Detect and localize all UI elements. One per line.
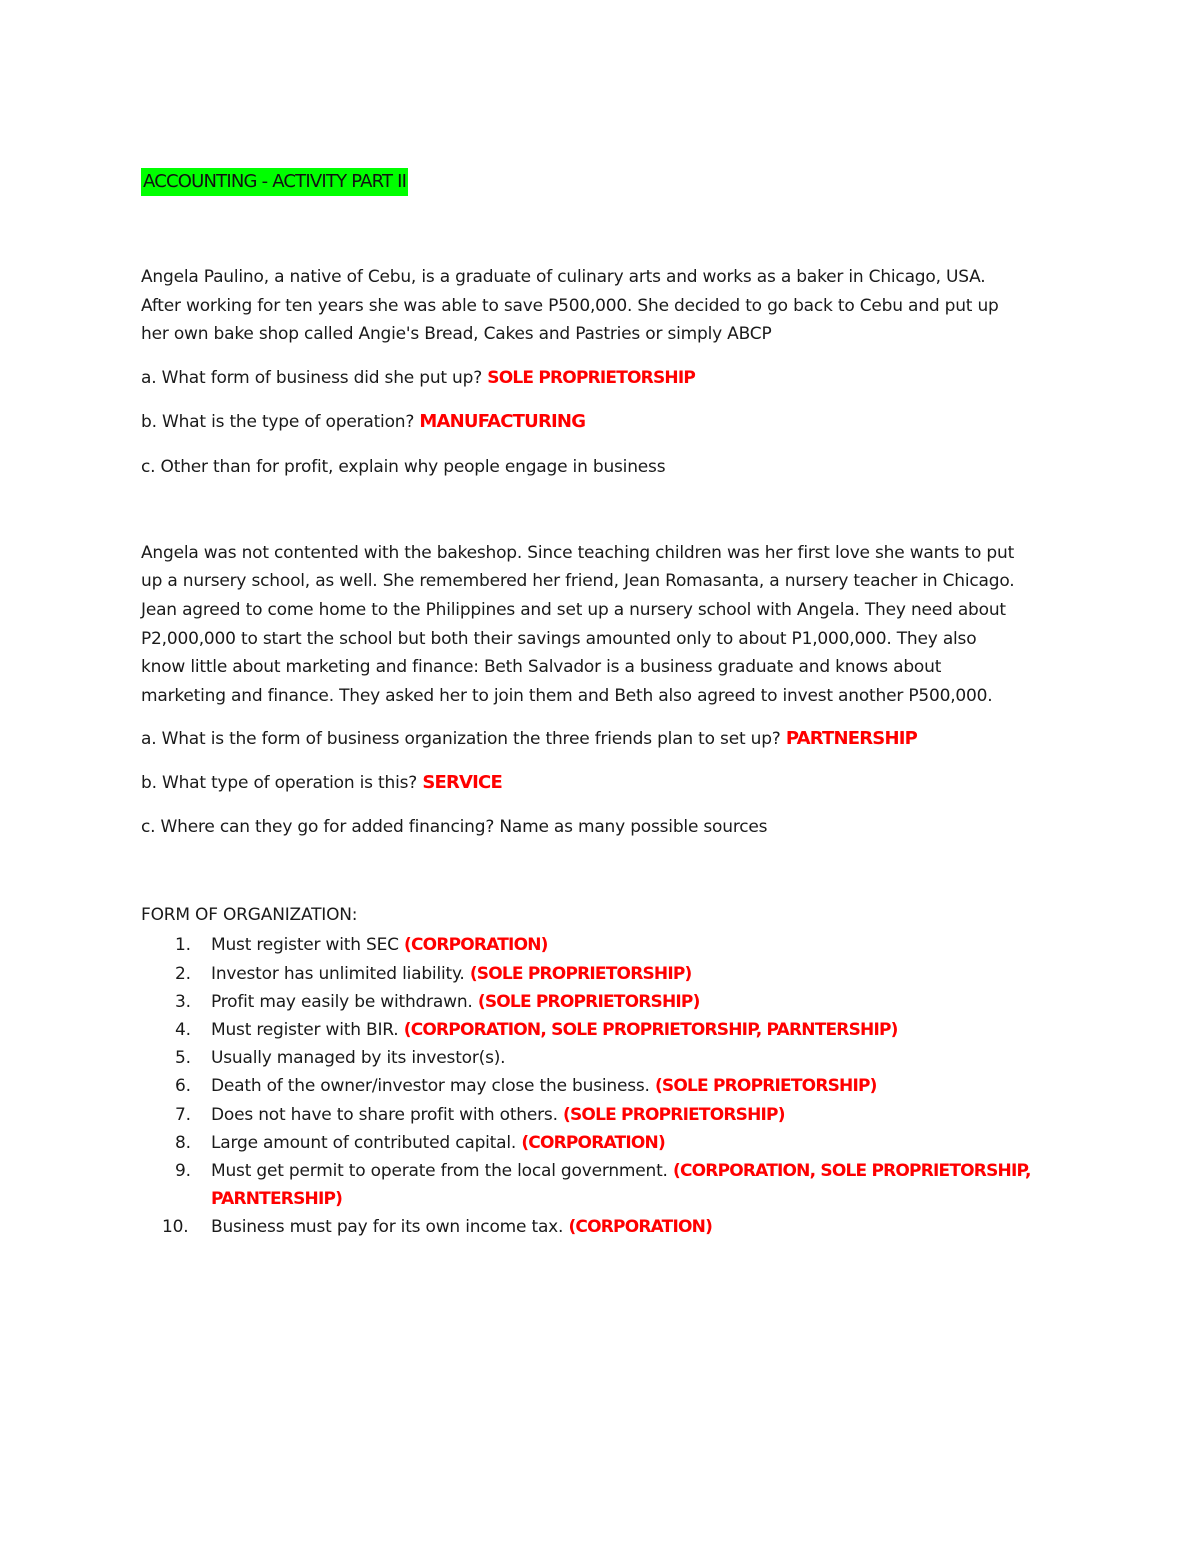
case2-line: up a nursery school, as well. She remembered her friend, Jean Romasanta, a nursery teacher in Chicago. xyxy=(141,571,1015,592)
list-item: 1. Must register with SEC (CORPORATION) xyxy=(175,935,548,956)
answer-text: (SOLE PROPRIETORSHIP) xyxy=(469,963,692,984)
case2-line: P2,000,000 to start the school but both their savings amounted only to about P1,000,000. They also xyxy=(141,628,977,649)
document-page xyxy=(141,168,1071,1242)
list-item: 4. Must register with BIR. (CORPORATION, SOLE PROPRIETORSHIP, PARNTERSHIP) xyxy=(175,1019,898,1040)
list-item: 6. Death of the owner/investor may close the business. (SOLE PROPRIETORSHIP) xyxy=(175,1076,877,1097)
organization-list xyxy=(141,931,1071,1241)
list-item: 5. Usually managed by its investor(s). xyxy=(175,1048,506,1069)
case2-question-c: c. Where can they go for added financing? Name as many possible sources xyxy=(141,817,768,838)
case2-line: marketing and finance. They asked her to join them and Beth also agreed to invest another P500,000. xyxy=(141,685,993,706)
case2-question-a: a. What is the form of business organization the three friends plan to set up? PARTNERSHIP xyxy=(141,728,917,750)
case2-line: Jean agreed to come home to the Philippines and set up a nursery school with Angela. They need about xyxy=(141,599,1006,620)
answer-text: (SOLE PROPRIETORSHIP) xyxy=(477,991,700,1012)
list-item: 8. Large amount of contributed capital. (CORPORATION) xyxy=(175,1132,665,1153)
case1-paragraph xyxy=(141,263,1071,349)
form-heading: FORM OF ORGANIZATION: xyxy=(141,905,358,926)
list-item: 2. Investor has unlimited liability. (SOLE PROPRIETORSHIP) xyxy=(175,963,692,984)
answer-text: (SOLE PROPRIETORSHIP) xyxy=(563,1104,785,1125)
case1-line: Angela Paulino, a native of Cebu, is a graduate of culinary arts and works as a baker in Chicago, USA. xyxy=(141,267,986,287)
case1-question-c: c. Other than for profit, explain why people engage in business xyxy=(141,456,666,477)
answer-text: MANUFACTURING xyxy=(419,410,586,432)
answer-text: PARTNERSHIP xyxy=(785,728,917,750)
list-item: 7. Does not have to share profit with others. (SOLE PROPRIETORSHIP) xyxy=(175,1104,785,1125)
case1-question-a: a. What form of business did she put up? SOLE PROPRIETORSHIP xyxy=(141,367,696,388)
answer-text: (CORPORATION) xyxy=(404,935,548,956)
answer-text: (CORPORATION, SOLE PROPRIETORSHIP, xyxy=(672,1160,1031,1181)
answer-text: (SOLE PROPRIETORSHIP) xyxy=(654,1076,877,1097)
case1-line: her own bake shop called Angie's Bread, Cakes and Pastries or simply ABCP xyxy=(141,324,772,345)
case1-line: After working for ten years she was able to save P500,000. She decided to go back to Cebu and put up xyxy=(141,295,999,316)
list-item: 9. Must get permit to operate from the local government. (CORPORATION, SOLE PROPRIETORSHIP, PARNTERSHIP) xyxy=(175,1160,1031,1210)
list-item: 3. Profit may easily be withdrawn. (SOLE PROPRIETORSHIP) xyxy=(175,991,700,1012)
answer-text: SOLE PROPRIETORSHIP xyxy=(487,367,696,388)
case1-question-b: b. What is the type of operation? MANUFACTURING xyxy=(141,410,586,432)
answer-text: (CORPORATION) xyxy=(568,1217,713,1238)
answer-text: (CORPORATION) xyxy=(521,1132,665,1153)
answer-text: (CORPORATION, SOLE PROPRIETORSHIP, PARNTERSHIP) xyxy=(403,1019,898,1040)
case2-paragraph xyxy=(141,539,1071,711)
case2-question-b: b. What type of operation is this? SERVICE xyxy=(141,772,502,794)
page-title: ACCOUNTING - ACTIVITY PART II xyxy=(141,168,408,196)
case2-line: Angela was not contented with the bakeshop. Since teaching children was her first love she wants to put xyxy=(141,542,1015,563)
case2-line: know little about marketing and finance: Beth Salvador is a business graduate and knows about xyxy=(141,657,942,678)
answer-text: SERVICE xyxy=(422,772,502,794)
answer-text: PARNTERSHIP) xyxy=(211,1189,343,1210)
list-item: 10. Business must pay for its own income tax. (CORPORATION) xyxy=(162,1217,713,1238)
